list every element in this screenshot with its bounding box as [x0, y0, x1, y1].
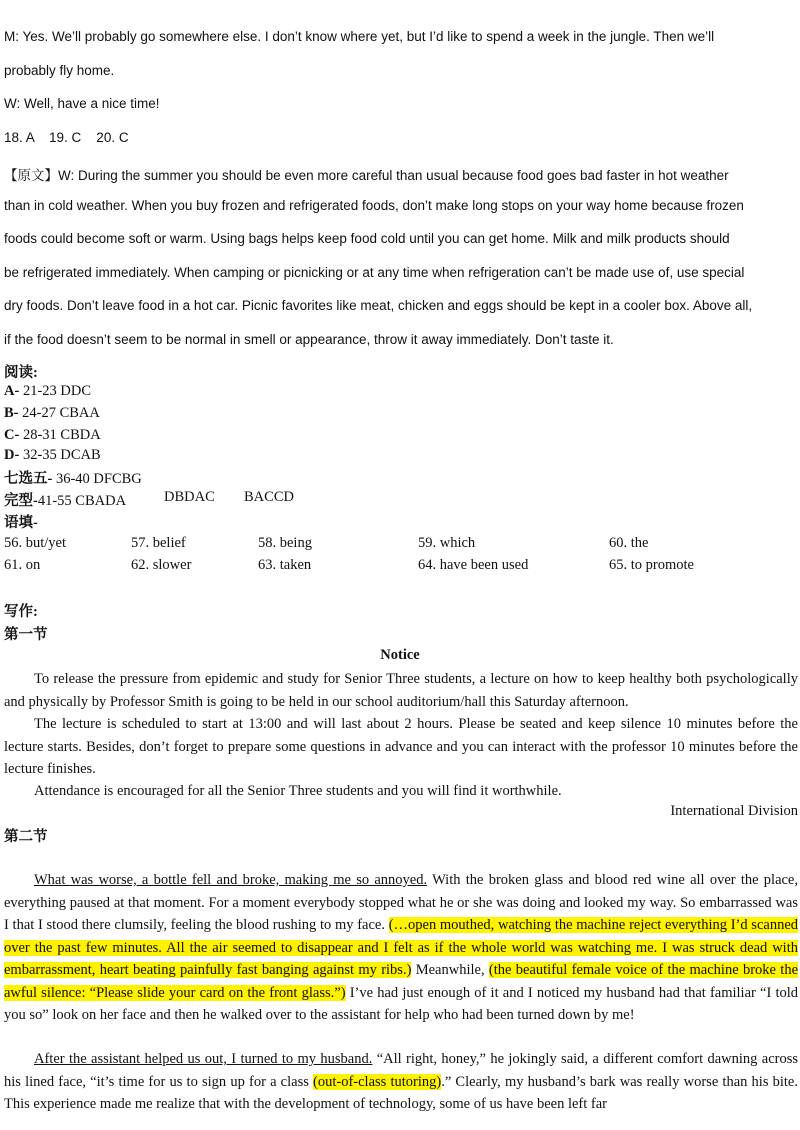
grammar-heading: 语填-	[4, 515, 38, 531]
cloze-group: BACCD	[244, 489, 294, 505]
grammar-row	[4, 535, 794, 555]
transcript-line: be refrigerated immediately. When camping or picnicking or at any time when refrigeration can’t be made use of, use special	[4, 265, 745, 280]
transcript-line: dry foods. Don’t leave food in a hot car. Picnic favorites like meat, chicken and eggs should be kept in a cooler box. Above all,	[4, 298, 753, 313]
grammar-answer: 63. taken	[258, 557, 312, 573]
reading-heading: 阅读:	[4, 365, 38, 381]
transcript-line: than in cold weather. When you buy frozen and refrigerated foods, don’t make long stops on your way home because frozen	[4, 198, 744, 213]
grammar-answer: 58. being	[258, 535, 312, 551]
listening-answers: 18. A 19. C 20. C	[4, 130, 129, 145]
cloze-group: DBDAC	[164, 489, 215, 505]
underlined-sentence: After the assistant helped us out, I turned to my husband.	[34, 1051, 373, 1067]
notice-title: Notice	[380, 647, 420, 663]
highlighted-text: (…open mouthed, watching the machine reject everything I’d scanned over the past few minutes. All the air seemed to disappear and I felt as if the whole world was watching me. I was struck dead with embarrassment, heart beating painfully fast banging against my ribs.)	[4, 917, 799, 978]
cloze-answers: 完型-41-55 CBADA	[4, 493, 127, 509]
grammar-answer: 61. on	[4, 557, 41, 573]
notice-signature: International Division	[670, 803, 798, 819]
transcript-line: 【原文】W: During the summer you should be even more careful than usual because food goes bad faster in hot weather	[4, 168, 729, 183]
grammar-answer: 57. belief	[131, 535, 186, 551]
highlighted-text: (the beautiful female voice of the machine broke the awful silence: “Please slide your card on the front glass.”)	[4, 962, 799, 1001]
grammar-answer: 62. slower	[131, 557, 192, 573]
reading-answer-row: D- 32-35 DCAB	[4, 447, 101, 463]
writing-heading: 写作:	[4, 604, 38, 620]
grammar-answer: 56. but/yet	[4, 535, 67, 551]
reading-answer-row: C- 28-31 CBDA	[4, 427, 101, 443]
notice-paragraph: To release the pressure from epidemic and study for Senior Three students, a lecture on how to keep healthy both psychologically and physically by Professor Smith is going to be held in our school auditorium/hall this Saturday afternoon.	[4, 671, 798, 710]
grammar-answer: 59. which	[418, 535, 476, 551]
story-paragraph: What was worse, a bottle fell and broke, making me so annoyed. With the broken glass and blood red wine all over the place, everything paused at that moment. For a moment everybody stopped what he or she was doing and looked my way. So embarrassed was I that I stood there clumsily, feeling the blood rushing to my face. (…open mouthed, watching the machine reject everything I’d scanned over the past few minutes. All the air seemed to disappear and I felt as if the whole world was watching me. I was struck dead with embarrassment, heart beating painfully fast banging against my ribs.) Meanwhile, (the beautiful female voice of the machine broke the awful silence: “Please slide your card on the front glass.”) I’ve had just enough of it and I noticed my husband had that familiar “I told you so” look on her face and then he walked over to the assistant for help who had been turned down by me!	[4, 872, 799, 1023]
dialogue-line: M: Yes. We’ll probably go somewhere else. I don’t know where yet, but I’d like to spend a week in the jungle. Then we’ll	[4, 29, 715, 44]
highlighted-text: (out-of-class tutoring)	[313, 1073, 442, 1090]
reading-answer-row: A- 21-23 DDC	[4, 383, 92, 399]
grammar-answer: 65. to promote	[609, 557, 694, 573]
section-1-heading: 第一节	[4, 627, 48, 643]
notice-paragraph: Attendance is encouraged for all the Senior Three students and you will find it worthwhile.	[34, 783, 562, 799]
grammar-row	[4, 557, 794, 577]
grammar-answer: 60. the	[609, 535, 649, 551]
transcript-line: foods could become soft or warm. Using bags helps keep food cold until you can get home. Milk and milk products should	[4, 231, 730, 246]
section-2-heading: 第二节	[4, 829, 48, 845]
grammar-answer: 64. have been used	[418, 557, 529, 573]
dialogue-line: W: Well, have a nice time!	[4, 96, 160, 111]
transcript-line: if the food doesn’t seem to be normal in smell or appearance, throw it away immediately. Don’t taste it.	[4, 332, 614, 347]
reading-answer-row: 七选五- 36-40 DFCBG	[4, 471, 142, 487]
underlined-sentence: What was worse, a bottle fell and broke, making me so annoyed.	[34, 872, 428, 888]
notice-paragraph: The lecture is scheduled to start at 13:00 and will last about 2 hours. Please be seated and keep silence 10 minutes before the lecture starts. Besides, don’t forget to prepare some questions in advance and you can interact with the professor 10 minutes before the lecture finishes.	[4, 716, 798, 777]
story-paragraph: After the assistant helped us out, I turned to my husband. “All right, honey,” he jokingly said, a different comfort dawning across his lined face, “it’s time for us to sign up for a class (out-of-class tutoring).” Clearly, my husband’s bark was really worse than his bite. This experience made me realize that with the development of technology, some of us have been left far	[4, 1051, 798, 1112]
dialogue-line: probably fly home.	[4, 63, 115, 78]
reading-answer-row: B- 24-27 CBAA	[4, 405, 100, 421]
